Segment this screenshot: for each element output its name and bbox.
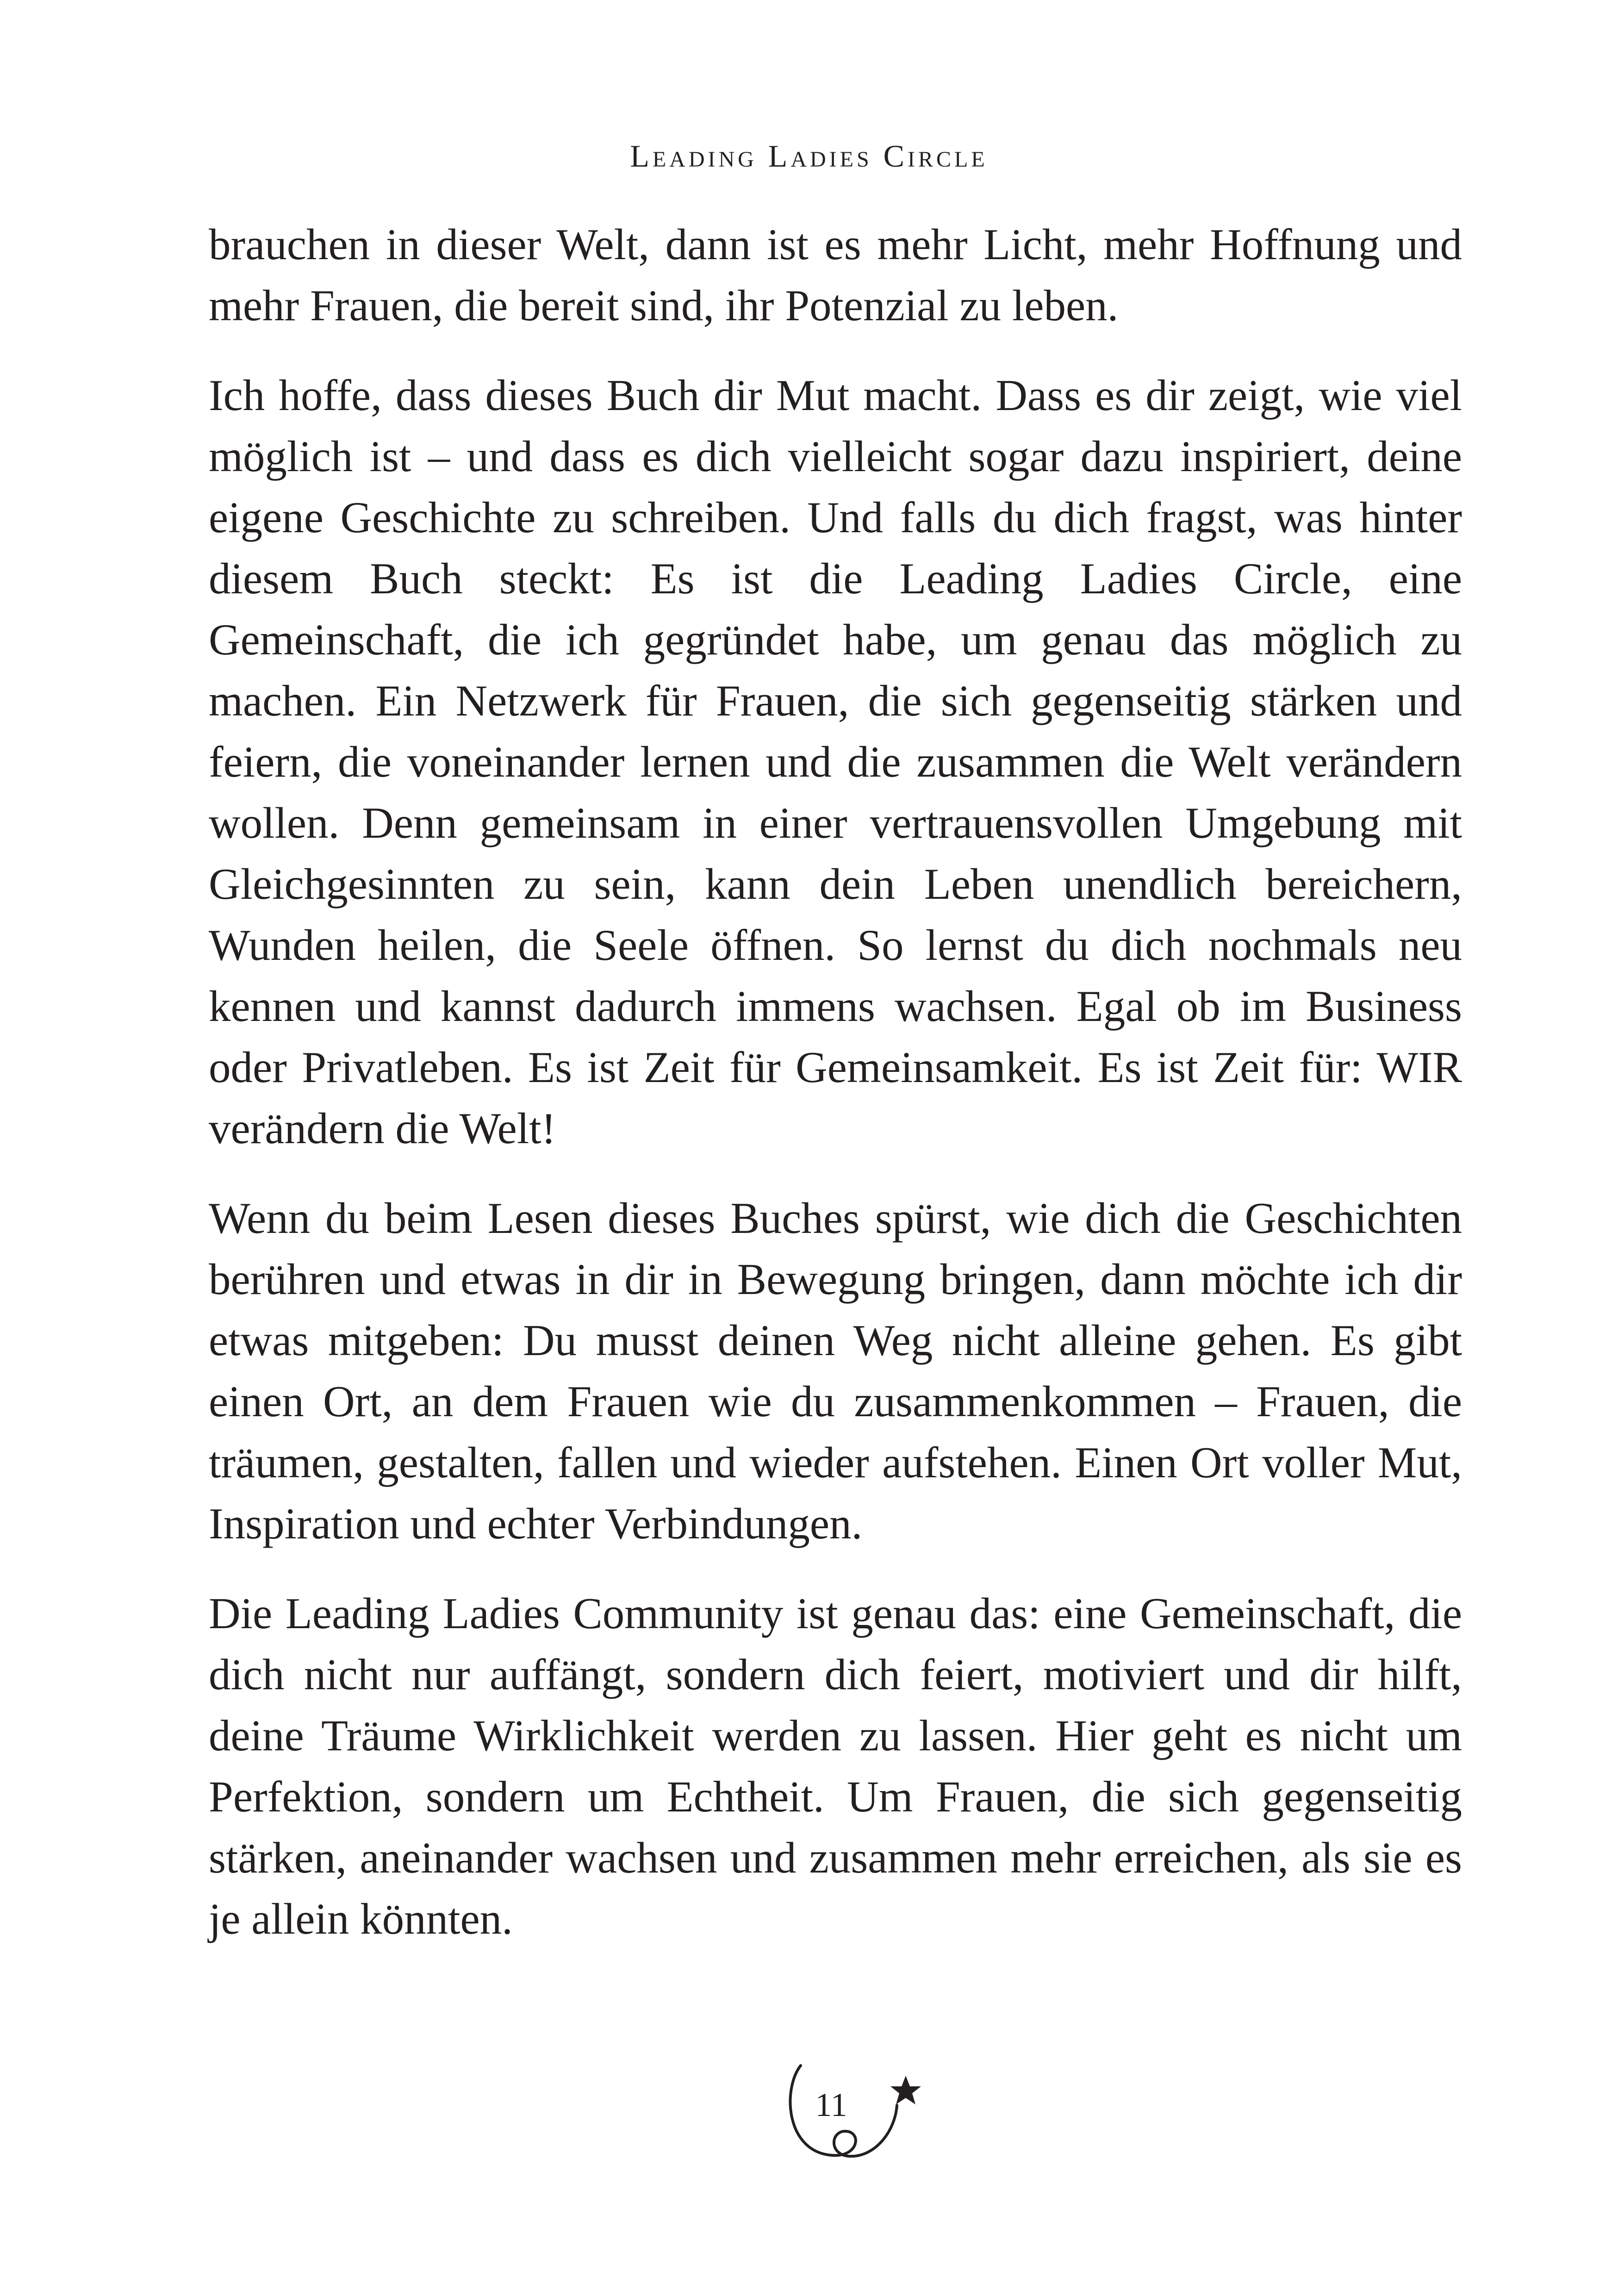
- paragraph: brauchen in dieser Welt, dann ist es mehr Licht, mehr Hoffnung und mehr Frauen, die bereit sind, ihr Potenzial zu leben.: [209, 220, 1462, 330]
- paragraph: Ich hoffe, dass dieses Buch dir Mut macht. Dass es dir zeigt, wie viel möglich ist – und dass es dich vielleicht sogar dazu inspiriert, deine eigene Geschichte zu schreiben. Und falls du dich fragst, was hinter diesem Buch steckt: Es ist die Leading Ladies Circle, eine Gemeinschaft, die ich gegründet habe, um genau das möglich zu machen. Ein Netzwerk für Frauen, die sich gegenseitig stärken und feiern, die voneinander lernen und die zusammen die Welt verändern wollen. Denn gemeinsam in einer vertrauensvollen Umgebung mit Gleichgesinnten zu sein, kann dein Leben unendlich bereichern, Wunden heilen, die Seele öffnen. So lernst du dich nochmals neu kennen und kannst dadurch immens wachsen. Egal ob im Business oder Privatleben. Es ist Zeit für Gemeinsamkeit. Es ist Zeit für: WIR verändern die Welt!: [209, 371, 1462, 1153]
- page-number: 11: [815, 2086, 847, 2123]
- body-text: [209, 214, 1462, 1978]
- running-header: Leading Ladies Circle: [630, 138, 988, 174]
- paragraph: Wenn du beim Lesen dieses Buches spürst, wie dich die Geschichten berühren und etwas in dir in Bewegung bringen, dann möchte ich dir etwas mitgeben: Du musst deinen Weg nicht alleine gehen. Es gibt einen Ort, an dem Frauen wie du zusammenkommen – Frauen, die träumen, gestalten, fallen und wieder aufstehen. Einen Ort voller Mut, Inspiration und echter Verbindungen.: [209, 1194, 1462, 1548]
- paragraph: Die Leading Ladies Community ist genau das: eine Gemeinschaft, die dich nicht nur auffängt, sondern dich feiert, motiviert und dir hilft, deine Träume Wirklichkeit werden zu lassen. Hier geht es nicht um Perfektion, sondern um Echtheit. Um Frauen, die sich gegenseitig stärken, aneinander wachsen und zusammen mehr erreichen, als sie es je allein könnten.: [209, 1589, 1462, 1943]
